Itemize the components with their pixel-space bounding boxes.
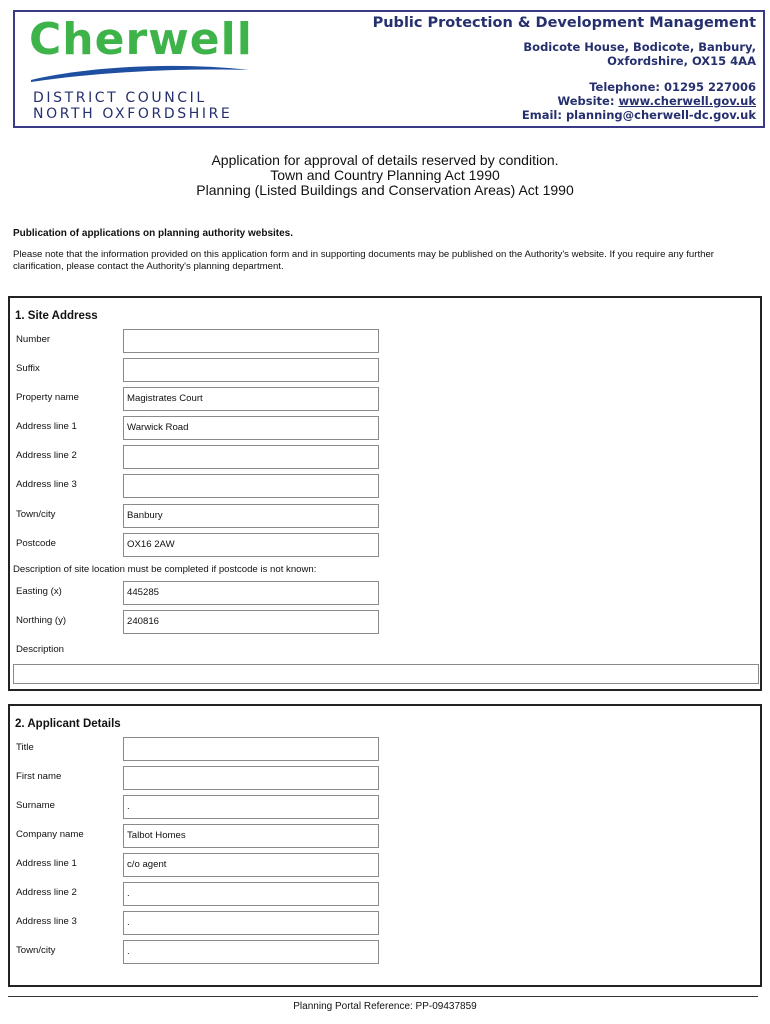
- easting-field[interactable]: 445285: [123, 581, 379, 605]
- address-line-1-field[interactable]: Warwick Road: [123, 416, 379, 440]
- field-label: Address line 3: [16, 916, 77, 927]
- address-line-2-field[interactable]: .: [123, 882, 379, 906]
- field-label: Address line 3: [16, 479, 77, 490]
- town-city-field[interactable]: .: [123, 940, 379, 964]
- field-label: Address line 2: [16, 450, 77, 461]
- website-row: Website: www.cherwell.gov.uk: [557, 94, 756, 108]
- field-label: Company name: [16, 829, 84, 840]
- surname-field[interactable]: .: [123, 795, 379, 819]
- field-label: Address line 1: [16, 858, 77, 869]
- field-label: Town/city: [16, 945, 56, 956]
- title-field[interactable]: [123, 737, 379, 761]
- field-label: Number: [16, 334, 51, 345]
- field-label: Northing (y): [16, 615, 67, 626]
- section-title: 1. Site Address: [15, 310, 98, 322]
- department-name: Public Protection & Development Management: [372, 15, 756, 31]
- first-name-field[interactable]: [123, 766, 379, 790]
- town-city-field[interactable]: Banbury: [123, 504, 379, 528]
- telephone: Telephone: 01295 227006: [589, 80, 756, 94]
- description-field[interactable]: [13, 664, 759, 684]
- website-link[interactable]: www.cherwell.gov.uk: [618, 94, 756, 108]
- number-field[interactable]: [123, 329, 379, 353]
- field-label: Address line 1: [16, 421, 77, 432]
- form-title: Application for approval of details reserved by condition. Town and Country Planning Act 1990 Planning (Listed Buildings and Conservation Areas) Act 1990: [196, 152, 574, 198]
- cherwell-logo: Cherwell: [29, 14, 253, 65]
- field-label: Title: [16, 742, 34, 753]
- field-label: Town/city: [16, 509, 56, 520]
- council-header: [13, 10, 765, 128]
- address-line-2: Oxfordshire, OX15 4AA: [607, 54, 756, 68]
- postcode-field[interactable]: OX16 2AW: [123, 533, 379, 557]
- field-label: First name: [16, 771, 62, 782]
- logo-swoosh-icon: [29, 60, 251, 84]
- field-label: Suffix: [16, 363, 40, 374]
- field-label: Property name: [16, 392, 79, 403]
- address-line-1: Bodicote House, Bodicote, Banbury,: [523, 40, 756, 54]
- publication-text: Please note that the information provided on this application form and in supporting documents may be published on the Authority's website. If you require any further clarification, please contact the Authority's planning department.: [13, 249, 714, 272]
- field-label: Postcode: [16, 538, 57, 549]
- footer-divider: [8, 996, 758, 997]
- field-label: Easting (x): [16, 586, 62, 597]
- applicant-details-section: [8, 704, 762, 987]
- address-line-2-field[interactable]: [123, 445, 379, 469]
- company-name-field[interactable]: Talbot Homes: [123, 824, 379, 848]
- suffix-field[interactable]: [123, 358, 379, 382]
- address-line-3-field[interactable]: .: [123, 911, 379, 935]
- site-address-section: [8, 296, 762, 691]
- email-link[interactable]: planning@cherwell-dc.gov.uk: [565, 108, 756, 122]
- field-label: Address line 2: [16, 887, 77, 898]
- publication-heading: Publication of applications on planning authority websites.: [13, 228, 294, 239]
- field-label: Surname: [16, 800, 55, 811]
- portal-reference: Planning Portal Reference: PP-09437859: [293, 1001, 477, 1012]
- email-row: Email: planning@cherwell-dc.gov.uk: [521, 108, 756, 122]
- northing-field[interactable]: 240816: [123, 610, 379, 634]
- address-line-3-field[interactable]: [123, 474, 379, 498]
- field-label: Description: [16, 644, 64, 655]
- contact-block: [373, 14, 756, 122]
- address-line-1-field[interactable]: c/o agent: [123, 853, 379, 877]
- property-name-field[interactable]: Magistrates Court: [123, 387, 379, 411]
- section-title: 2. Applicant Details: [15, 718, 121, 730]
- location-note: Description of site location must be completed if postcode is not known:: [13, 564, 317, 575]
- council-name: DISTRICT COUNCIL NORTH OXFORDSHIRE: [33, 90, 233, 122]
